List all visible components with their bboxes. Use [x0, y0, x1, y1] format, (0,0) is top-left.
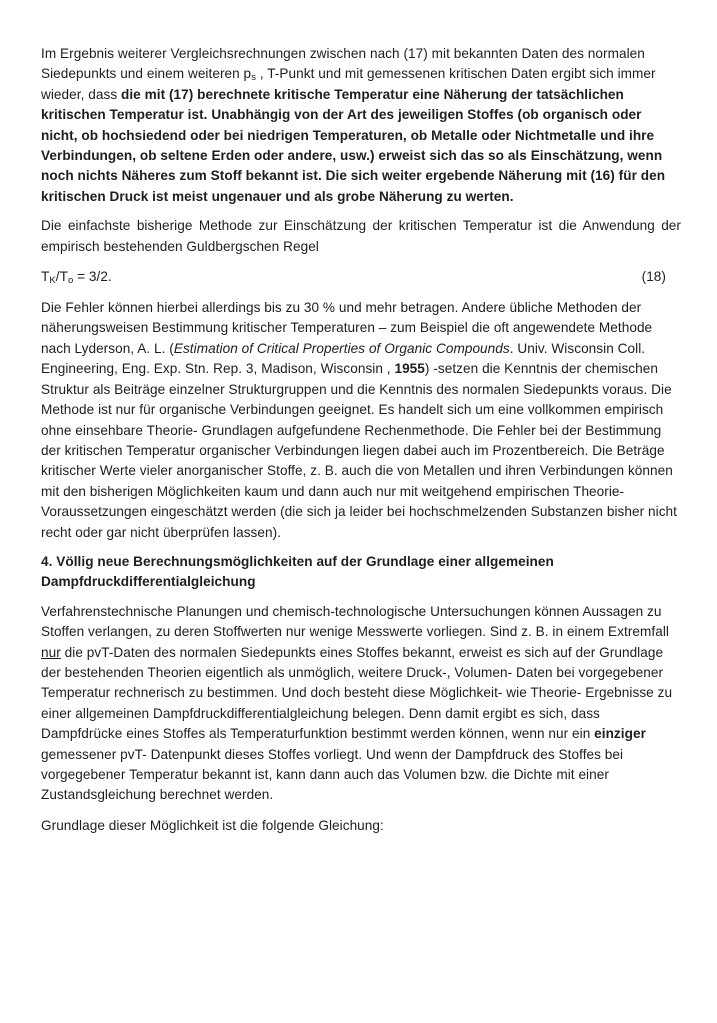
equation-expression [41, 267, 112, 287]
paragraph-error-methods [41, 298, 681, 543]
paragraph-planning [41, 602, 681, 806]
subscript-s: s [251, 72, 256, 84]
text-part3: ) -setzen die Kenntnis der chemischen Struktur als Beiträge einzelner Strukturgruppen und die Kenntnis des normalen Siedepunkts voraus. Die Methode ist nur für organische Verbindungen geeignet. Es handelt sich um eine vollkommen empirisch ohne einsehbare Theorie- Grundlagen aufgefundene Rechenmethode. Die Fehler bei der Bestimmung der kritischen Temperatur organischer Verbindungen liegen dabei auch im Prozentbereich. Die Beträge kritischer Werte vieler anorganischer Stoffe, z. B. auch die von Metallen und ihren Verbindungen können mit den bisherigen Möglichkeiten kaum und dann auch nur mit weitgehend empirischen Theorie- Voraussetzungen eingeschätzt werden (die sich ja leider bei hochschmelzenden Substanzen bisher nicht recht oder gar nicht überprüfen lassen). [41, 361, 677, 540]
text-citation-year: 1955 [394, 361, 425, 377]
eq-slash-t: /T [55, 269, 68, 285]
text-intro: Im Ergebnis weiterer Vergleichsrechnungen zwischen nach (17) mit bekannten Daten des normalen Siedepunkts und einem weiteren p [41, 46, 645, 82]
paragraph-comparison-results [41, 44, 681, 207]
text-part3: gemessener pvT- Datenpunkt dieses Stoffes vorliegt. Und wenn der Dampfdruck des Stoffes bei vorgegebener Temperatur bekannt ist, kann dann auch das Volumen bzw. die Dichte mit einer Zustandsgleichung berechnet werden. [41, 746, 624, 803]
eq-rhs: = 3/2. [73, 269, 112, 285]
heading-line-2: Dampfdruckdifferentialgleichung [41, 574, 256, 590]
heading-line-1: 4. Völlig neue Berechnungsmöglichkeiten auf der Grundlage einer allgemeinen [41, 553, 554, 569]
text-citation-title: Estimation of Critical Properties of Organic Compounds [173, 340, 510, 356]
document-body [41, 44, 681, 845]
eq-sub-o: o [67, 275, 74, 287]
text-part1: Die Fehler können hierbei allerdings bis zu 30 % und mehr betragen. Andere übliche Methoden der näherungsweisen Bestimmung kritischer Temperaturen – zum Beispiel die oft angewendete Methode nach Lyderson, A. L. ( [41, 300, 653, 356]
text-part2: . Univ. Wisconsin Coll. Engineering, Eng. Exp. Stn. Rep. 3, Madison, Wisconsin , [41, 340, 646, 377]
text-part1: Verfahrenstechnische Planungen und chemisch-technologische Untersuchungen können Aussagen zu Stoffen verlangen, zu deren Stoffwerten nur wenige Messwerte vorliegen. Sind z. B. in einem Extremfall [41, 603, 669, 640]
eq-t: T [41, 269, 50, 285]
text-underlined-nur: nur [41, 644, 61, 660]
paragraph-basis-equation: Grundlage dieser Möglichkeit ist die folgende Gleichung: [41, 817, 384, 833]
text-bold-einziger: einziger [594, 726, 646, 742]
text-part2: die pvT-Daten des normalen Siedepunkts eines Stoffes bekannt, erweist es sich auf der Grundlage der bestehenden Theorien eigentlich als unmöglich, weitere Druck-, Volumen- Daten bei vorgegebener Temperatur rechnerisch zu bestimmen. Und doch besteht diese Möglichkeit- wie Theorie- Ergebnisse zu einer allgemeinen Dampfdruckdifferentialgleichung belegen. Denn damit ergibt es sich, dass Dampfdrücke eines Stoffes als Temperaturfunktion bestimmt werden können, wenn nur ein [41, 644, 673, 742]
equation-number: (18) [641, 269, 666, 285]
equation-18 [41, 267, 681, 287]
paragraph-guldberg-rule: Die einfachste bisherige Methode zur Einschätzung der kritischen Temperatur ist die Anwendung der empirisch bestehenden Guldbergschen Regel [41, 218, 681, 254]
text-after-ps: , T-Punkt und mit gemessenen kritischen Daten ergibt sich immer wieder, dass [41, 66, 656, 102]
eq-sub-k: K [49, 275, 56, 287]
text-bold-conclusion: die mit (17) berechnete kritische Temperatur eine Näherung der tatsächlichen kritischen Temperatur ist. Unabhängig von der Art des jeweiligen Stoffes (ob organisch oder nicht, ob hochsiedend oder bei niedrigen Temperaturen, ob Metalle oder Nichtmetalle und ihre Verbindungen, ob seltene Erden oder andere, usw.) erweist sich das so als Einschätzung, wenn noch nichts Näheres zum Stoff bekannt ist. Die sich weiter ergebende Näherung mit (16) für den kritischen Druck ist meist ungenauer und als grobe Näherung zu werten. [41, 86, 666, 204]
section-heading-4 [41, 552, 681, 593]
